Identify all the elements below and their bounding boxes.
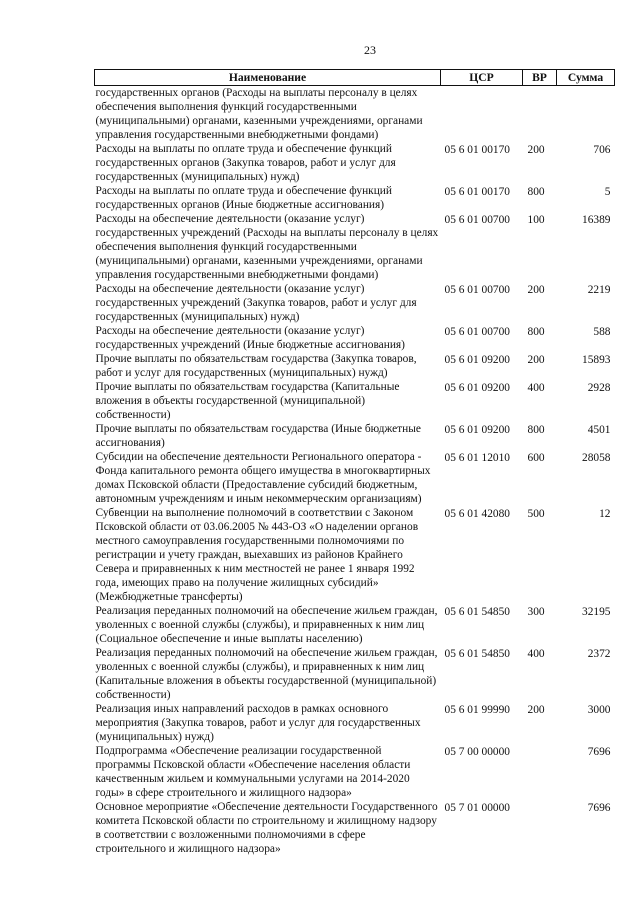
- row-vr: 800: [527, 424, 545, 436]
- row-name: государственных органов (Расходы на выплаты персоналу в целях обеспечения выполнения функций государственными (муниципальными) органами, казенными учреждениями, органами управления государственными внебюджетными фондами): [95, 87, 423, 141]
- row-vr: [523, 800, 557, 856]
- row-vr: 200: [527, 354, 545, 366]
- row-sum: 2219: [587, 284, 611, 296]
- row-name: Реализация переданных полномочий на обеспечение жильем граждан, уволенных с военной службы (службы), и приравненных к ним лиц (Капитальные вложения в объекты государственной (муниципальной) собственности): [95, 647, 438, 701]
- row-csr: 05 6 01 54850: [444, 606, 510, 618]
- row-sum: [557, 86, 615, 143]
- row-csr: 05 6 01 09200: [444, 424, 510, 436]
- table-row: [95, 380, 615, 422]
- row-sum: 588: [593, 326, 611, 338]
- row-csr: 05 6 01 99990: [444, 704, 510, 716]
- row-csr: 05 6 01 54850: [444, 648, 510, 660]
- row-name: Субвенции на выполнение полномочий в соответствии с Законом Псковской области от 03.06.2005 № 443-ОЗ «О наделении органов местного самоуправления государственными полномочиями по регистрации и учету граждан, выехавших из районов Крайнего Севера и приравненных к ним местностей не ранее 1 января 1992 года, имеющих право на получение жилищных субсидий» (Межбюджетные трансферты): [95, 507, 419, 603]
- row-name: Основное мероприятие «Обеспечение деятельности Государственного комитета Псковской области по строительному и жилищному надзору в соответствии с возложенными полномочиями в сфере строительного и жилищного надзора»: [95, 801, 438, 855]
- row-vr: 400: [527, 382, 545, 394]
- row-vr: 800: [527, 326, 545, 338]
- row-name: Расходы на обеспечение деятельности (оказание услуг) государственных учреждений (Закупка товаров, работ и услуг для государственных (муниципальных) нужд): [95, 283, 417, 323]
- table-row: [95, 184, 615, 212]
- table-header-row: [95, 70, 615, 86]
- row-name: Прочие выплаты по обязательствам государства (Иные бюджетные ассигнования): [95, 423, 421, 449]
- row-name: Прочие выплаты по обязательствам государства (Капитальные вложения в объекты государственной (муниципальной) собственности): [95, 381, 400, 421]
- row-vr: 800: [527, 186, 545, 198]
- row-csr: 05 6 01 09200: [444, 382, 510, 394]
- row-vr: 200: [527, 144, 545, 156]
- row-name: Подпрограмма «Обеспечение реализации государственной программы Псковской области «Обеспечение населения области качественным жильем и коммунальными услугами на 2014-2020 годы» в сфере строительного и жилищного надзора»: [95, 745, 411, 799]
- row-sum: 2928: [587, 382, 611, 394]
- page-number: 23: [364, 43, 376, 57]
- row-name: Расходы на обеспечение деятельности (оказание услуг) государственных учреждений (Иные бюджетные ассигнования): [95, 325, 405, 351]
- row-vr: 200: [527, 284, 545, 296]
- table-row: [95, 800, 615, 856]
- table-row: [95, 86, 615, 143]
- row-vr: 400: [527, 648, 545, 660]
- row-sum: 7696: [587, 746, 611, 758]
- row-vr: 100: [527, 214, 545, 226]
- table-row: [95, 604, 615, 646]
- row-vr: 300: [527, 606, 545, 618]
- row-sum: 12: [599, 508, 611, 520]
- table-row: [95, 212, 615, 282]
- header-sum: Сумма: [557, 70, 615, 86]
- table-row: [95, 352, 615, 380]
- row-csr: 05 6 01 42080: [444, 508, 510, 520]
- table-row: [95, 506, 615, 604]
- row-csr: 05 6 01 09200: [444, 354, 510, 366]
- table-row: [95, 142, 615, 184]
- row-sum: 4501: [587, 424, 611, 436]
- row-sum: 28058: [582, 452, 611, 464]
- row-name: Расходы на выплаты по оплате труда и обеспечение функций государственных органов (Закупка товаров, работ и услуг для государственных (муниципальных) нужд): [95, 143, 396, 183]
- row-csr: 05 7 00 00000: [444, 746, 510, 758]
- row-vr: 600: [527, 452, 545, 464]
- row-sum: 7696: [587, 802, 611, 814]
- row-vr: 500: [527, 508, 545, 520]
- row-csr: 05 6 01 12010: [444, 452, 510, 464]
- row-sum: 16389: [582, 214, 611, 226]
- table-row: [95, 744, 615, 800]
- table-row: [95, 282, 615, 324]
- row-name: Реализация иных направлений расходов в рамках основного мероприятия (Закупка товаров, работ и услуг для государственных (муниципальных) нужд): [95, 703, 421, 743]
- table-row: [95, 422, 615, 450]
- budget-table: [94, 69, 615, 856]
- row-sum: 706: [593, 144, 611, 156]
- row-name: Расходы на обеспечение деятельности (оказание услуг) государственных учреждений (Расходы на выплаты персоналу в целях обеспечения выполнения функций государственными (муниципальными) органами, казенными учреждениями, органами управления государственными внебюджетными фондами): [95, 213, 439, 281]
- row-csr: 05 7 01 00000: [444, 802, 510, 814]
- row-csr: 05 6 01 00700: [444, 284, 510, 296]
- row-name: Субсидии на обеспечение деятельности Регионального оператора - Фонда капитального ремонта общего имущества в многоквартирных домах Псковской области (Предоставление субсидий бюджетным, автономным учреждениям и иным некоммерческим организациям): [95, 451, 431, 505]
- row-csr: 05 6 01 00170: [444, 186, 510, 198]
- row-csr: 05 6 01 00170: [444, 144, 510, 156]
- row-sum: 5: [604, 186, 611, 198]
- row-csr: 05 6 01 00700: [444, 326, 510, 338]
- row-vr: 200: [527, 704, 545, 716]
- table-row: [95, 646, 615, 702]
- header-vr: ВР: [523, 70, 557, 86]
- header-name: Наименование: [95, 70, 441, 86]
- header-csr: ЦСР: [441, 70, 523, 86]
- row-name: Прочие выплаты по обязательствам государства (Закупка товаров, работ и услуг для государственных (муниципальных) нужд): [95, 353, 417, 379]
- table-row: [95, 702, 615, 744]
- row-vr: [523, 744, 557, 800]
- row-sum: 3000: [587, 704, 611, 716]
- row-name: Расходы на выплаты по оплате труда и обеспечение функций государственных органов (Иные бюджетные ассигнования): [95, 185, 392, 211]
- row-name: Реализация переданных полномочий на обеспечение жильем граждан, уволенных с военной службы (службы), и приравненных к ним лиц (Социальное обеспечение и иные выплаты населению): [95, 605, 438, 645]
- table-row: [95, 324, 615, 352]
- row-sum: 15893: [582, 354, 611, 366]
- row-vr: [523, 86, 557, 143]
- table-row: [95, 450, 615, 506]
- row-csr: [441, 86, 523, 143]
- row-csr: 05 6 01 00700: [444, 214, 510, 226]
- row-sum: 2372: [587, 648, 611, 660]
- row-sum: 32195: [582, 606, 611, 618]
